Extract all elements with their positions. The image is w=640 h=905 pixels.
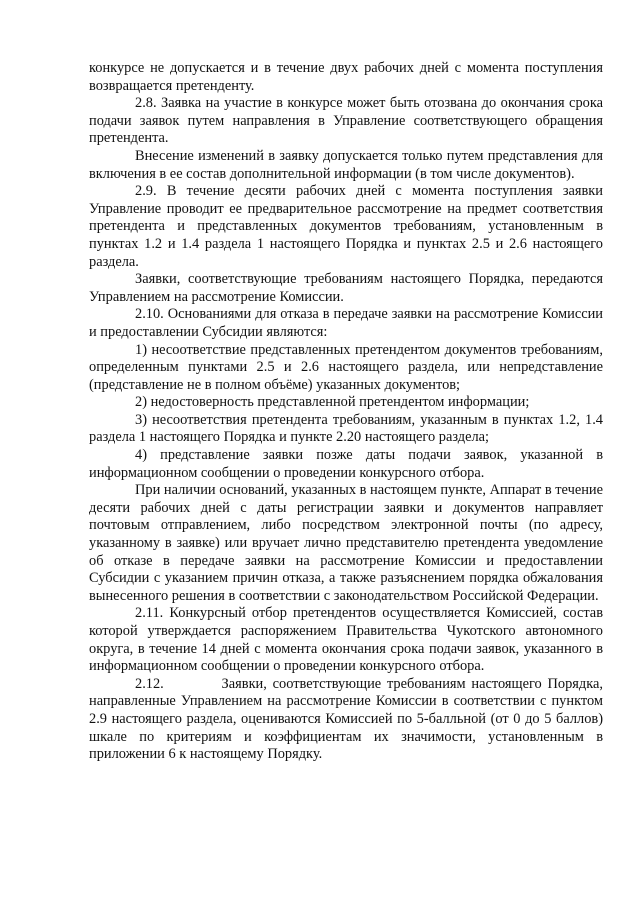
- paragraph-2-10-notice: При наличии оснований, указанных в настоящем пункте, Аппарат в течение десяти рабочих дней с даты регистрации заявки и документов направляет почтовым отправлением, либо посредством электронной почты (по адресу, указанному в заявке) или вручает лично представителю претендента уведомление об отказе в передаче заявки на рассмотрение Комиссии и предоставлении Субсидии с указанием причин отказа, а также разъяснением порядка обжалования вынесенного решения в соответствии с законодательством Российской Федерации.: [89, 482, 603, 604]
- document-page: [89, 60, 607, 764]
- paragraph-2-12: 2.12. Заявки, соответствующие требованиям настоящего Порядка, направленные Управлением на рассмотрение Комиссии в соответствии с пунктом 2.9 настоящего раздела, оцениваются Комиссией по 5-балльной (от 0 до 5 баллов) шкале по критериям и коэффициентам их значимости, установленным в приложении 6 к настоящему Порядку.: [89, 675, 607, 763]
- list-item-3: 3) несоответствия претендента требованиям, указанным в пунктах 1.2, 1.4 раздела 1 настоящего Порядка и пункте 2.20 настоящего раздела;: [89, 411, 603, 446]
- paragraph-2-9: 2.9. В течение десяти рабочих дней с момента поступления заявки Управление проводит ее предварительное рассмотрение на предмет соответствия претендента и представленных документов требованиям, установленным в пунктах 1.2 и 1.4 раздела 1 настоящего Порядка и пунктах 2.5 и 2.6 настоящего раздела.: [89, 183, 603, 270]
- paragraph-continuation: конкурсе не допускается и в течение двух рабочих дней с момента поступления возвращается претенденту.: [89, 60, 603, 94]
- paragraph-2-10: 2.10. Основаниями для отказа в передаче заявки на рассмотрение Комиссии и предоставлении Субсидии являются:: [89, 306, 603, 340]
- paragraph-2-8: 2.8. Заявка на участие в конкурсе может быть отозвана до окончания срока подачи заявок путем направления в Управление соответствующего обращения претендента.: [89, 95, 603, 147]
- paragraph-2-11: 2.11. Конкурсный отбор претендентов осуществляется Комиссией, состав которой утверждается распоряжением Правительства Чукотского автономного округа, в течение 14 дней с момента окончания срока подачи заявок, указанного в информационном сообщении о проведении конкурсного отбора.: [89, 605, 603, 675]
- list-item-1: 1) несоответствие представленных претендентом документов требованиям, определенным пунктами 2.5 и 2.6 настоящего раздела, или непредставление (представление не в полном объёме) указанных документов;: [89, 341, 603, 393]
- list-item-4: 4) представление заявки позже даты подачи заявок, указанной в информационном сообщении о проведении конкурсного отбора.: [89, 447, 603, 481]
- list-item-2: 2) недостоверность представленной претендентом информации;: [135, 394, 530, 411]
- paragraph-2-8-changes: Внесение изменений в заявку допускается только путем представления для включения в ее состав дополнительной информации (в том числе документов).: [89, 147, 603, 182]
- paragraph-2-9-transfer: Заявки, соответствующие требованиям настоящего Порядка, передаются Управлением на рассмотрение Комиссии.: [89, 271, 603, 305]
